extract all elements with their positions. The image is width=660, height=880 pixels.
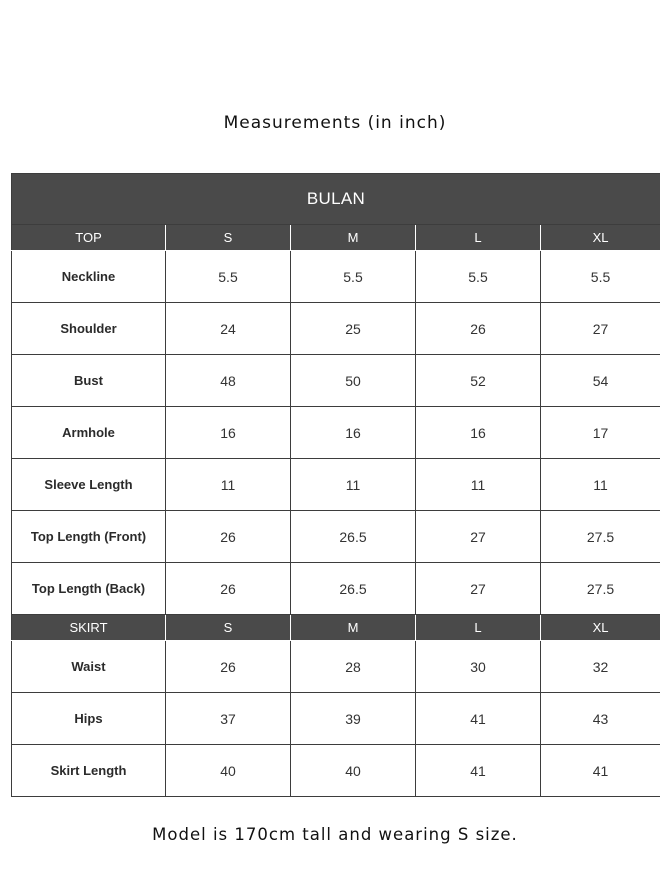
table-row-top-length-front	[12, 511, 660, 563]
table-row-bust	[12, 355, 660, 407]
size-header-xl: XL	[541, 615, 660, 641]
cell-value: 26	[166, 563, 291, 615]
cell-value: 5.5	[291, 251, 416, 303]
cell-value: 26.5	[291, 563, 416, 615]
cell-value: 25	[291, 303, 416, 355]
cell-value: 5.5	[541, 251, 660, 303]
cell-value: 27.5	[541, 511, 660, 563]
cell-value: 27	[416, 563, 541, 615]
row-label: Top Length (Front)	[12, 511, 166, 563]
cell-value: 27	[541, 303, 660, 355]
size-header-l: L	[416, 225, 541, 251]
cell-value: 27	[416, 511, 541, 563]
size-header-xl: XL	[541, 225, 660, 251]
cell-value: 43	[541, 693, 660, 745]
cell-value: 26	[166, 511, 291, 563]
table-row-neckline	[12, 251, 660, 303]
table-row-shoulder	[12, 303, 660, 355]
cell-value: 37	[166, 693, 291, 745]
size-header-m: M	[291, 225, 416, 251]
table-row-sleeve-length	[12, 459, 660, 511]
size-header-m: M	[291, 615, 416, 641]
cell-value: 26	[166, 641, 291, 693]
top-section-header	[12, 225, 660, 251]
size-chart-body	[12, 174, 660, 797]
cell-value: 41	[416, 745, 541, 797]
cell-value: 11	[416, 459, 541, 511]
row-label: Bust	[12, 355, 166, 407]
row-label: Shoulder	[12, 303, 166, 355]
row-label: Top Length (Back)	[12, 563, 166, 615]
size-header-s: S	[166, 225, 291, 251]
cell-value: 16	[416, 407, 541, 459]
cell-value: 27.5	[541, 563, 660, 615]
cell-value: 5.5	[166, 251, 291, 303]
cell-value: 40	[166, 745, 291, 797]
size-chart-table	[11, 173, 660, 797]
size-header-s: S	[166, 615, 291, 641]
cell-value: 16	[166, 407, 291, 459]
skirt-section-header	[12, 615, 660, 641]
cell-value: 52	[416, 355, 541, 407]
row-label: Waist	[12, 641, 166, 693]
cell-value: 40	[291, 745, 416, 797]
cell-value: 5.5	[416, 251, 541, 303]
cell-value: 32	[541, 641, 660, 693]
row-label: Sleeve Length	[12, 459, 166, 511]
row-label: Neckline	[12, 251, 166, 303]
table-row-armhole	[12, 407, 660, 459]
cell-value: 48	[166, 355, 291, 407]
cell-value: 39	[291, 693, 416, 745]
cell-value: 26	[416, 303, 541, 355]
table-title: BULAN	[12, 174, 660, 225]
table-row-hips	[12, 693, 660, 745]
section-label-top: TOP	[12, 225, 166, 251]
cell-value: 24	[166, 303, 291, 355]
table-row-top-length-back	[12, 563, 660, 615]
cell-value: 26.5	[291, 511, 416, 563]
cell-value: 11	[166, 459, 291, 511]
row-label: Armhole	[12, 407, 166, 459]
section-label-skirt: SKIRT	[12, 615, 166, 641]
measurements-heading: Measurements (in inch)	[223, 113, 447, 133]
cell-value: 41	[541, 745, 660, 797]
table-title-row	[12, 174, 660, 225]
cell-value: 54	[541, 355, 660, 407]
cell-value: 17	[541, 407, 660, 459]
cell-value: 11	[541, 459, 660, 511]
cell-value: 11	[291, 459, 416, 511]
cell-value: 16	[291, 407, 416, 459]
model-size-note: Model is 170cm tall and wearing S size.	[152, 825, 518, 844]
table-row-waist	[12, 641, 660, 693]
row-label: Skirt Length	[12, 745, 166, 797]
cell-value: 30	[416, 641, 541, 693]
size-header-l: L	[416, 615, 541, 641]
cell-value: 28	[291, 641, 416, 693]
cell-value: 41	[416, 693, 541, 745]
row-label: Hips	[12, 693, 166, 745]
table-row-skirt-length	[12, 745, 660, 797]
cell-value: 50	[291, 355, 416, 407]
